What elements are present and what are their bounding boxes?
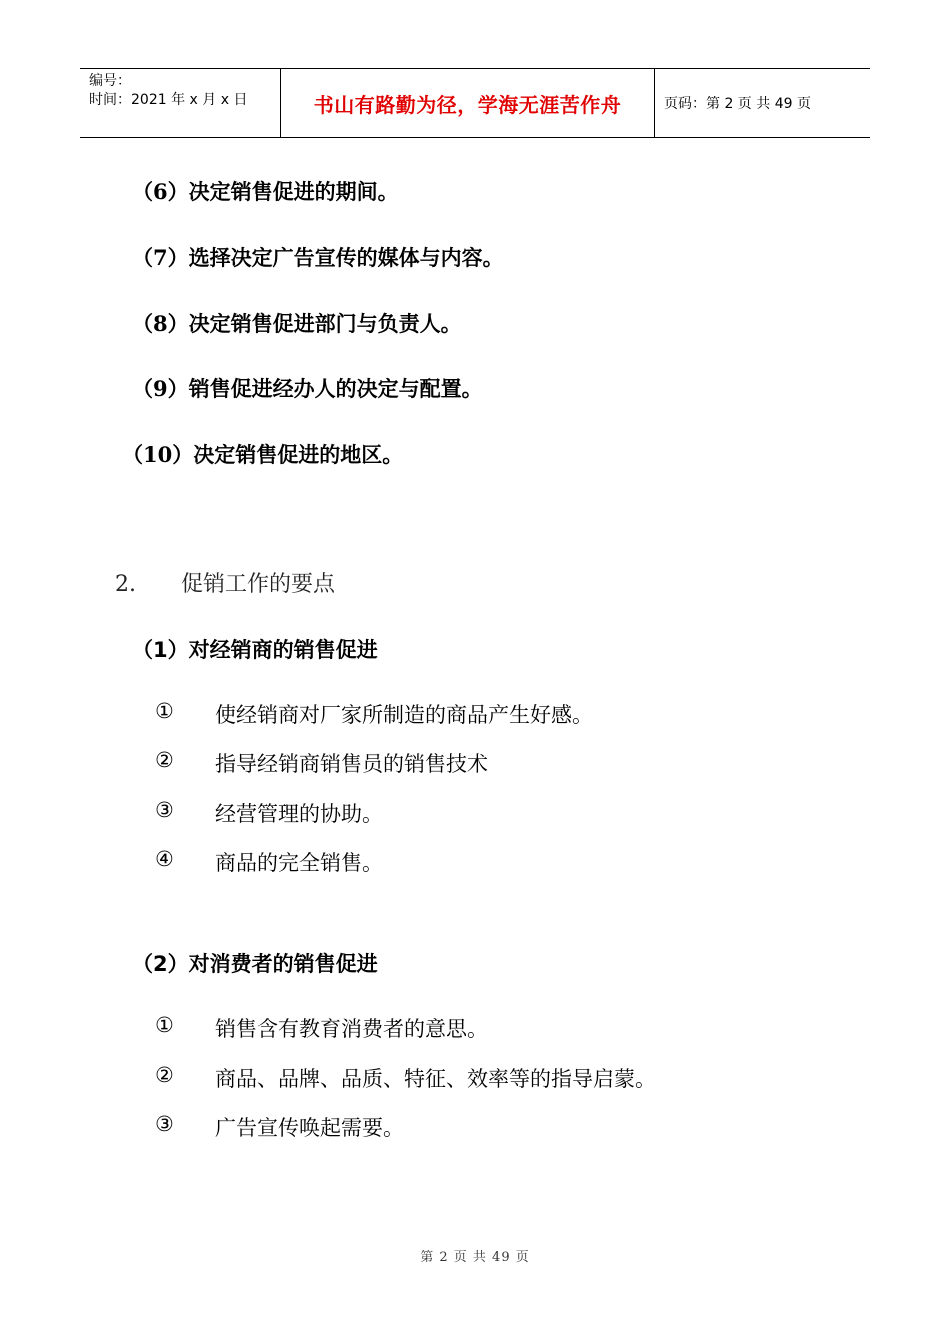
- header-page-cell: [655, 69, 870, 137]
- page-footer: 第 2 页 共 49 页: [420, 1250, 530, 1265]
- list-item-text: 指导经销商销售员的销售技术: [215, 752, 488, 776]
- list-item-text: 商品、品牌、品质、特征、效率等的指导启蒙。: [215, 1067, 656, 1091]
- circled-number: ④: [155, 847, 174, 871]
- list-item-text: 经营管理的协助。: [215, 802, 383, 826]
- list-item: （8）决定销售促进部门与负责人。: [132, 311, 462, 336]
- header-slogan: 书山有路勤为径，学海无涯苦作舟: [313, 92, 622, 117]
- circled-number: ③: [155, 798, 174, 822]
- list-item: （6）决定销售促进的期间。: [132, 179, 399, 204]
- circled-number: ①: [155, 699, 174, 723]
- list-item: [155, 798, 383, 828]
- circled-number: ③: [155, 1112, 174, 1136]
- subsection-title-consumers: （2）对消费者的销售促进: [132, 952, 378, 976]
- section-number: 2.: [115, 572, 136, 597]
- document-header: [80, 68, 870, 138]
- list-item-text: 使经销商对厂家所制造的商品产生好感。: [215, 703, 593, 727]
- circled-number: ②: [155, 748, 174, 772]
- list-item-text: 商品的完全销售。: [215, 851, 383, 875]
- list-item: [155, 1063, 656, 1093]
- list-item: [155, 847, 383, 877]
- list-item-text: 广告宣传唤起需要。: [215, 1116, 404, 1140]
- circled-number: ①: [155, 1013, 174, 1037]
- list-item: [155, 1112, 404, 1142]
- header-page-info: 页码：第 2 页 共 49 页: [664, 96, 811, 112]
- section-heading: [115, 567, 335, 598]
- header-meta: [80, 69, 281, 137]
- circled-number: ②: [155, 1063, 174, 1087]
- header-slogan-cell: [281, 69, 655, 137]
- number-label: 编号：: [89, 73, 131, 89]
- section-title: 促销工作的要点: [181, 572, 336, 597]
- list-item: （9）销售促进经办人的决定与配置。: [132, 376, 483, 401]
- list-item: [155, 1013, 488, 1043]
- list-item-text: 销售含有教育消费者的意思。: [215, 1017, 488, 1041]
- list-item: （10）决定销售促进的地区。: [122, 442, 404, 467]
- list-item: [155, 699, 593, 729]
- list-item: （7）选择决定广告宣传的媒体与内容。: [132, 245, 504, 270]
- time-label: 时间：2021 年 x 月 x 日: [89, 92, 248, 108]
- list-item: [155, 748, 488, 778]
- subsection-title-dealers: （1）对经销商的销售促进: [132, 638, 378, 662]
